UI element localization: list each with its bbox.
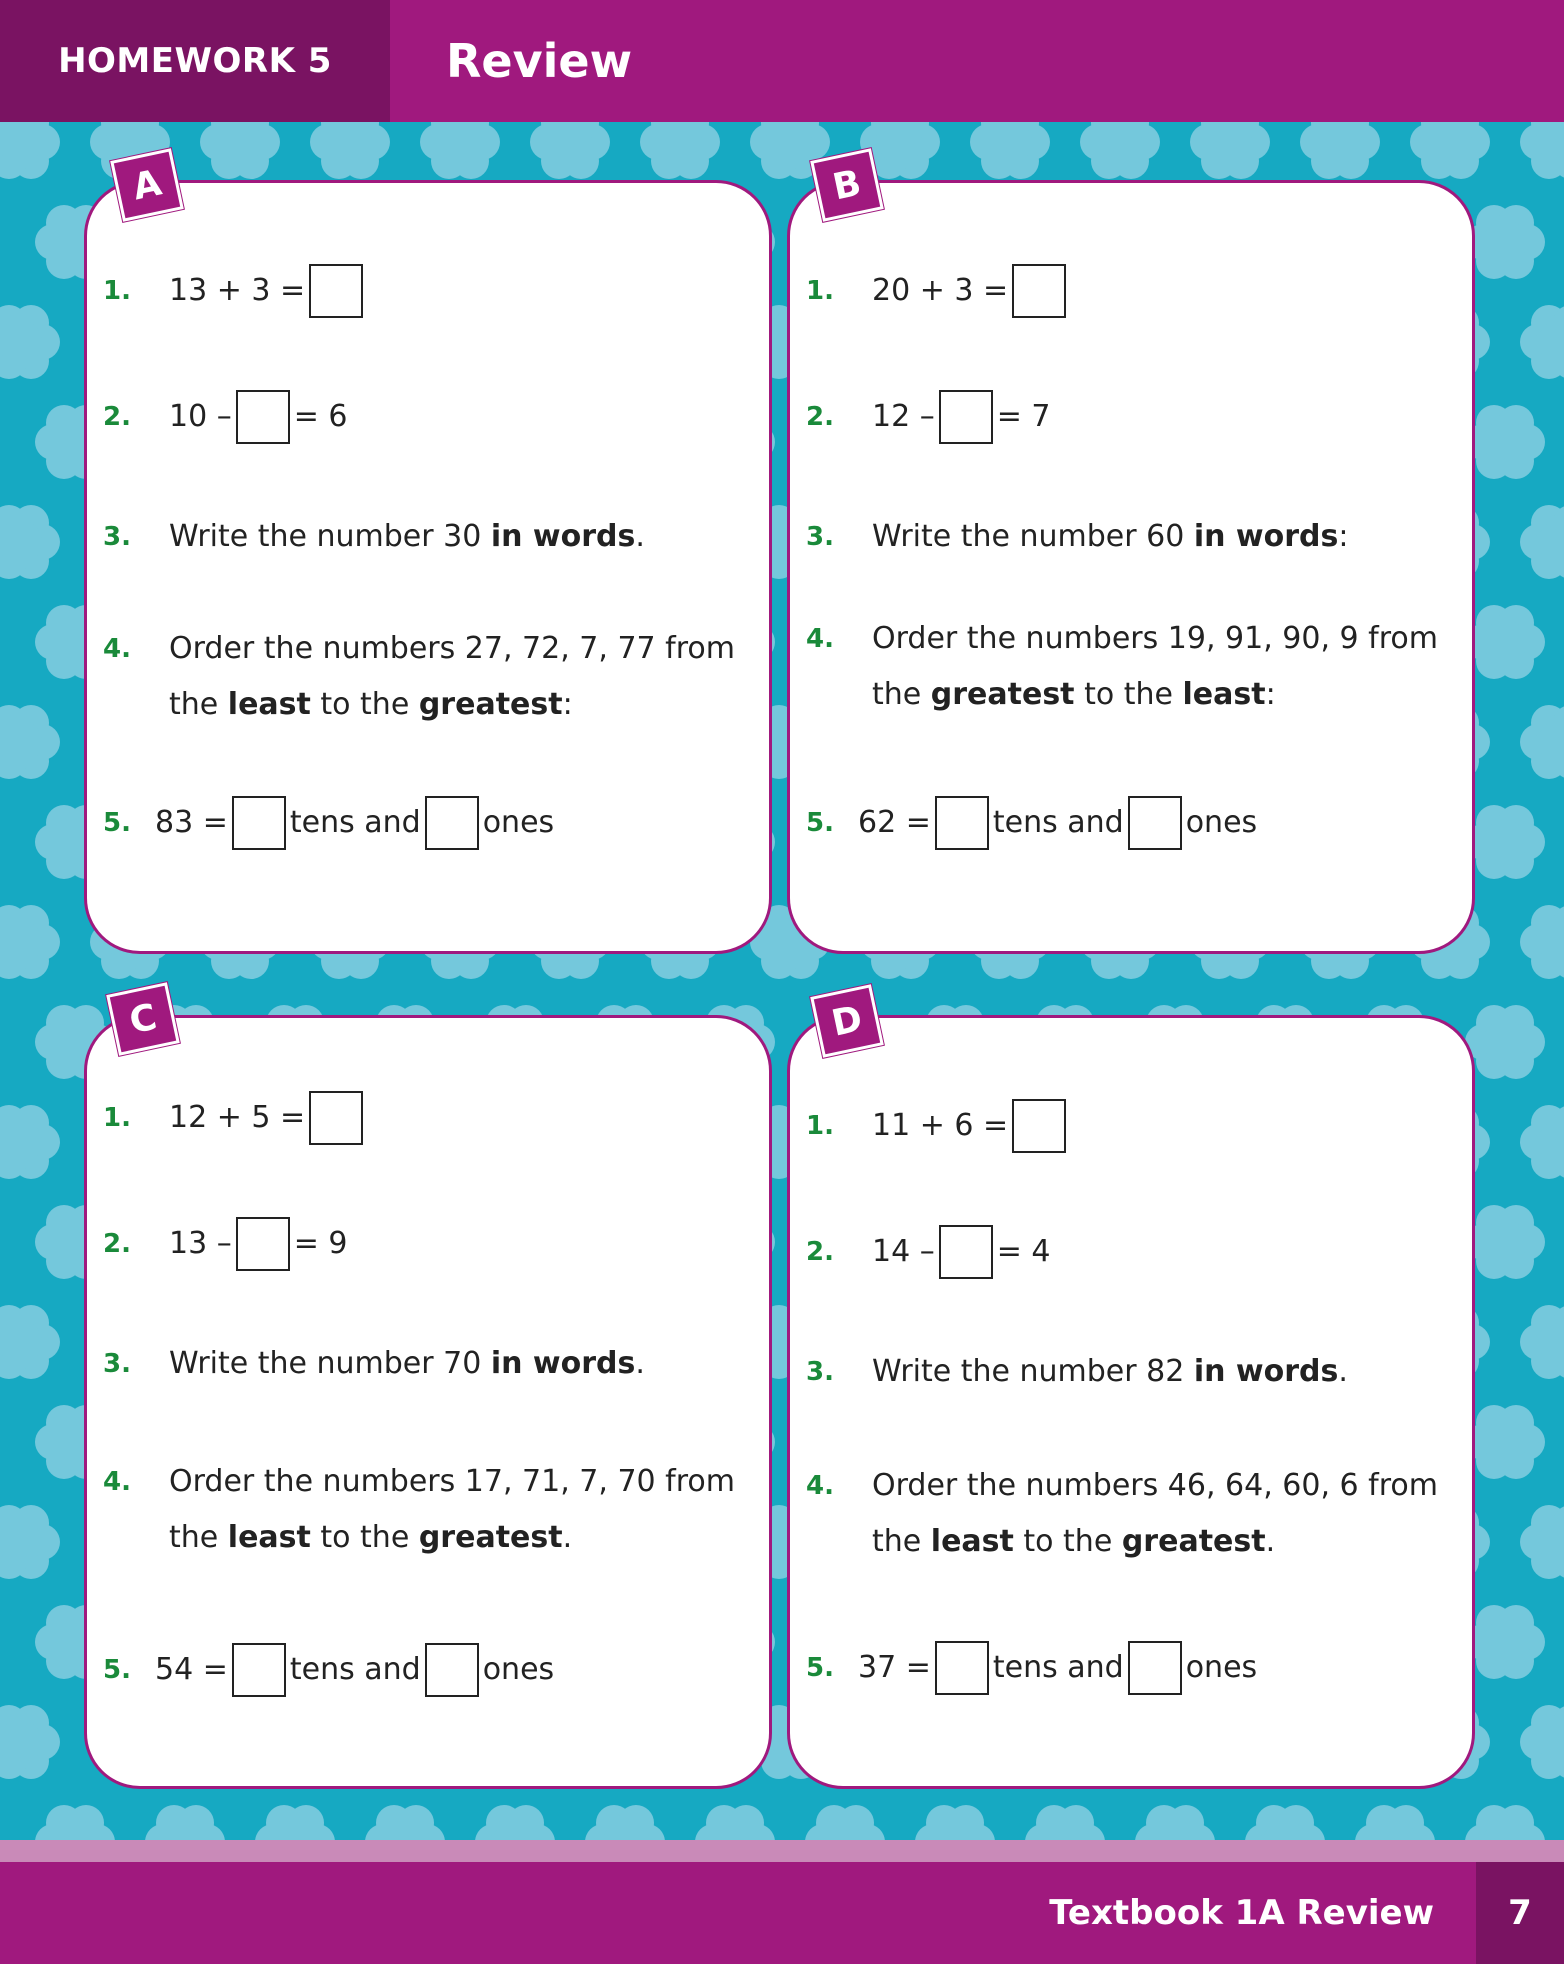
flower-icon [1520, 1705, 1564, 1779]
question-number: 1. [103, 1103, 131, 1133]
question-number: 4. [103, 634, 131, 664]
flower-icon [1355, 1805, 1435, 1840]
question-number: 4. [806, 624, 834, 654]
question-number: 3. [103, 1349, 131, 1379]
expression-right: = 6 [293, 399, 348, 434]
punct: . [1265, 1524, 1276, 1559]
ones-box[interactable] [425, 796, 479, 850]
answer-box[interactable] [236, 390, 290, 444]
question-punct: . [1338, 1354, 1348, 1389]
question-text: Write the number 60 [872, 519, 1194, 554]
card-b [787, 180, 1475, 954]
answer-box[interactable] [939, 390, 993, 444]
text: the [169, 1520, 228, 1555]
question-number: 1. [806, 276, 834, 306]
number-label: 37 = [858, 1650, 931, 1685]
flower-icon [1520, 1505, 1564, 1579]
flower-icon [695, 1805, 775, 1840]
emphasis: greatest [418, 687, 563, 722]
tens-label: tens and [289, 805, 421, 840]
punct: . [562, 1520, 573, 1555]
question-punct: . [635, 1346, 645, 1381]
flower-icon [1465, 1205, 1545, 1279]
number-label: 62 = [858, 805, 931, 840]
card-b-badge: B [810, 148, 884, 222]
emphasis: least [227, 1520, 311, 1555]
expression: 13 + 3 = [169, 273, 306, 308]
flower-icon [0, 1105, 60, 1179]
flower-icon [1520, 305, 1564, 379]
punct: : [1265, 677, 1276, 712]
flower-icon [1300, 122, 1380, 179]
card-d-badge: D [810, 984, 884, 1058]
card-d [787, 1015, 1475, 1789]
question-number: 2. [806, 402, 834, 432]
flower-icon [0, 705, 60, 779]
emphasis: greatest [1121, 1524, 1266, 1559]
text: the [872, 677, 931, 712]
flower-icon [1465, 605, 1545, 679]
text: to the [310, 1520, 419, 1555]
ones-label: ones [1185, 1650, 1258, 1685]
question-number: 1. [806, 1111, 834, 1141]
flower-icon [0, 1305, 60, 1379]
question-number: 4. [806, 1471, 834, 1501]
question-text: Write the number 70 [169, 1346, 491, 1381]
question-number: 5. [103, 1655, 131, 1685]
flower-icon [1465, 1805, 1545, 1840]
expression: 11 + 6 = [872, 1108, 1009, 1143]
expression-left: 13 – [169, 1226, 232, 1261]
flower-icon [200, 122, 280, 179]
flower-icon [530, 122, 610, 179]
text: to the [1013, 1524, 1122, 1559]
question-emphasis: in words [490, 519, 636, 554]
question-punct: . [635, 519, 645, 554]
flower-icon [0, 905, 60, 979]
question-text: Write the number 82 [872, 1354, 1194, 1389]
question-line-1: Order the numbers 27, 72, 7, 77 from [169, 631, 735, 666]
text: to the [310, 687, 419, 722]
question-number: 2. [103, 402, 131, 432]
expression-left: 12 – [872, 399, 935, 434]
flower-icon [310, 122, 390, 179]
ones-label: ones [482, 805, 555, 840]
question-punct: : [1338, 519, 1349, 554]
question-line-1: Order the numbers 19, 91, 90, 9 from [872, 621, 1438, 656]
flower-icon [475, 1805, 555, 1840]
answer-box[interactable] [236, 1217, 290, 1271]
punct: : [562, 687, 573, 722]
answer-box[interactable] [1012, 1099, 1066, 1153]
flower-icon [1025, 1805, 1105, 1840]
expression: 12 + 5 = [169, 1100, 306, 1135]
question-number: 1. [103, 276, 131, 306]
answer-box[interactable] [309, 1091, 363, 1145]
expression-left: 14 – [872, 1234, 935, 1269]
text: to the [1074, 677, 1183, 712]
ones-box[interactable] [425, 1643, 479, 1697]
ones-label: ones [482, 1652, 555, 1687]
flower-icon [1465, 1005, 1545, 1079]
footer-book-title: Textbook 1A Review [1049, 1893, 1434, 1933]
flower-icon [145, 1805, 225, 1840]
question-emphasis: in words [490, 1346, 636, 1381]
question-emphasis: in words [1193, 519, 1339, 554]
question-number: 5. [103, 808, 131, 838]
number-label: 54 = [155, 1652, 228, 1687]
flower-icon [365, 1805, 445, 1840]
page-footer [0, 1862, 1564, 1964]
text: the [169, 687, 228, 722]
emphasis: least [1182, 677, 1266, 712]
flower-icon [0, 505, 60, 579]
ones-box[interactable] [1128, 1641, 1182, 1695]
flower-icon [35, 1805, 115, 1840]
flower-icon [1520, 705, 1564, 779]
question-number: 3. [806, 522, 834, 552]
expression-right: = 7 [996, 399, 1051, 434]
flower-icon [0, 305, 60, 379]
answer-box[interactable] [1012, 264, 1066, 318]
answer-box[interactable] [309, 264, 363, 318]
answer-box[interactable] [939, 1225, 993, 1279]
flower-icon [0, 122, 60, 179]
flower-icon [1520, 905, 1564, 979]
flower-icon [1465, 405, 1545, 479]
emphasis: least [930, 1524, 1014, 1559]
flower-icon [0, 1505, 60, 1579]
expression: 20 + 3 = [872, 273, 1009, 308]
flower-icon [420, 122, 500, 179]
card-c-badge: C [106, 982, 180, 1056]
card-a [84, 180, 772, 954]
flower-icon [585, 1805, 665, 1840]
page-header [0, 0, 1564, 122]
expression-right: = 9 [293, 1226, 348, 1261]
question-text: Write the number 30 [169, 519, 491, 554]
question-emphasis: in words [1193, 1354, 1339, 1389]
ones-box[interactable] [1128, 796, 1182, 850]
flower-icon [1190, 122, 1270, 179]
homework-tag: HOMEWORK 5 [0, 0, 390, 122]
question-number: 5. [806, 1653, 834, 1683]
flower-icon [1080, 122, 1160, 179]
flower-icon [915, 1805, 995, 1840]
page-title: Review [446, 34, 633, 88]
expression-left: 10 – [169, 399, 232, 434]
card-c [84, 1015, 772, 1789]
number-label: 83 = [155, 805, 228, 840]
expression-right: = 4 [996, 1234, 1051, 1269]
page-number: 7 [1476, 1862, 1564, 1964]
flower-icon [1520, 505, 1564, 579]
question-number: 3. [103, 522, 131, 552]
emphasis: greatest [930, 677, 1075, 712]
question-number: 5. [806, 808, 834, 838]
flower-icon [255, 1805, 335, 1840]
tens-box[interactable] [232, 796, 286, 850]
flower-icon [1465, 1405, 1545, 1479]
question-number: 2. [806, 1237, 834, 1267]
flower-icon [1245, 1805, 1325, 1840]
tens-label: tens and [992, 805, 1124, 840]
tens-label: tens and [992, 1650, 1124, 1685]
question-number: 4. [103, 1467, 131, 1497]
card-a-badge: A [110, 148, 184, 222]
flower-icon [1410, 122, 1490, 179]
ones-label: ones [1185, 805, 1258, 840]
flower-icon [970, 122, 1050, 179]
question-number: 3. [806, 1357, 834, 1387]
flower-icon [0, 1705, 60, 1779]
question-line-1: Order the numbers 46, 64, 60, 6 from [872, 1468, 1438, 1503]
flower-icon [1520, 122, 1564, 179]
emphasis: least [227, 687, 311, 722]
flower-icon [1465, 205, 1545, 279]
flower-icon [1135, 1805, 1215, 1840]
question-number: 2. [103, 1229, 131, 1259]
text: the [872, 1524, 931, 1559]
tens-label: tens and [289, 1652, 421, 1687]
flower-icon [1520, 1305, 1564, 1379]
footer-band [0, 1840, 1564, 1862]
flower-icon [1520, 1105, 1564, 1179]
flower-icon [640, 122, 720, 179]
flower-icon [805, 1805, 885, 1840]
flower-icon [1465, 805, 1545, 879]
tens-box[interactable] [232, 1643, 286, 1697]
tens-box[interactable] [935, 1641, 989, 1695]
flower-icon [1465, 1605, 1545, 1679]
tens-box[interactable] [935, 796, 989, 850]
question-line-1: Order the numbers 17, 71, 7, 70 from [169, 1464, 735, 1499]
emphasis: greatest [418, 1520, 563, 1555]
